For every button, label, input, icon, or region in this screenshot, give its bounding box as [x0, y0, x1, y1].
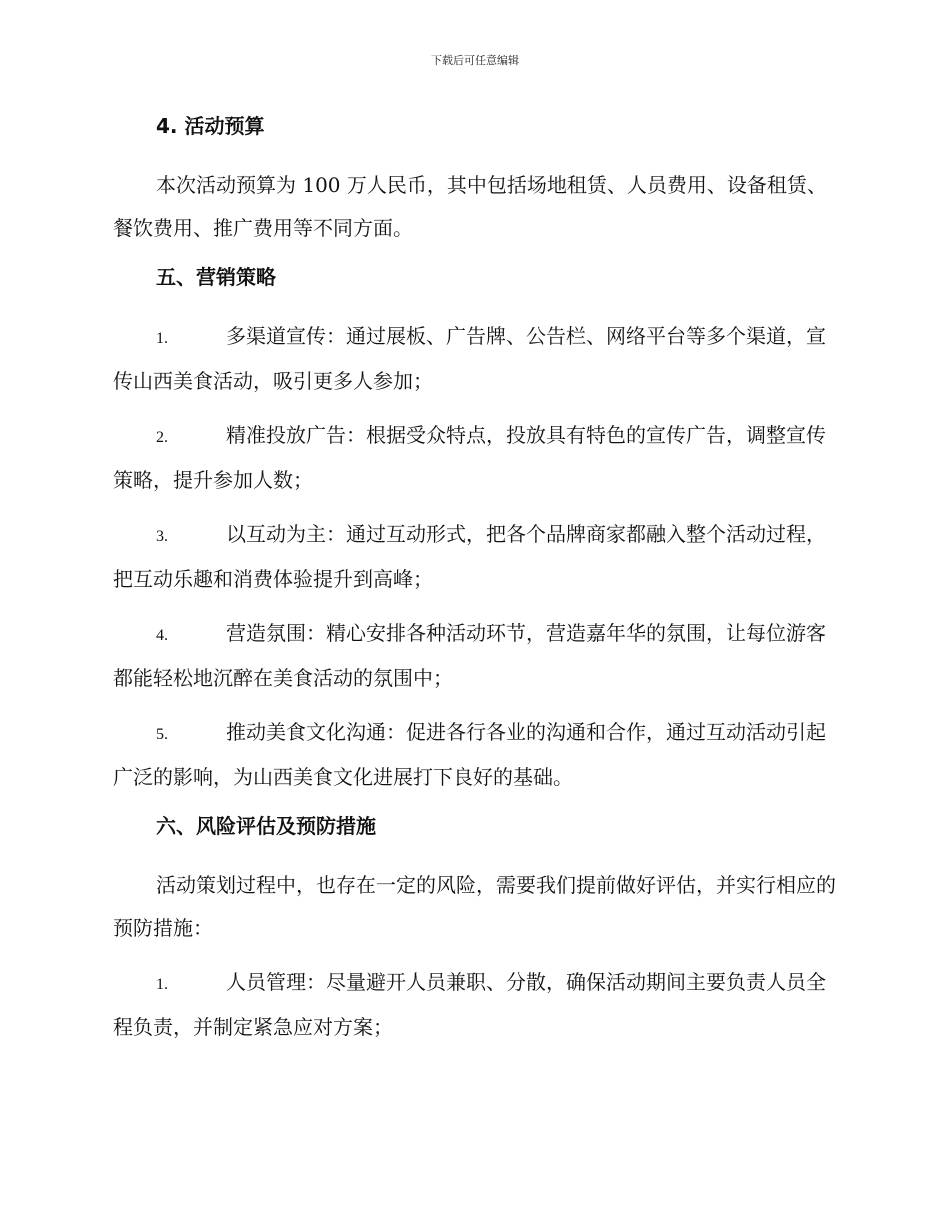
risk-paragraph: 活动策划过程中，也存在一定的风险，需要我们提前做好评估，并实行相应的预防措施： [113, 873, 836, 940]
budget-paragraph: 本次活动预算为 100 万人民币，其中包括场地租赁、人员费用、设备租赁、餐饮费用、推广费用等不同方面。 [113, 173, 827, 240]
list-item-text: 精准投放广告：根据受众特点，投放具有特色的宣传广告，调整宣传策略，提升参加人数； [113, 423, 826, 492]
list-item-text: 推动美食文化沟通：促进各行各业的沟通和合作，通过互动活动引起广泛的影响，为山西美食文化进展打下良好的基础。 [113, 720, 826, 789]
section-heading-marketing: 五、营销策略 [156, 265, 276, 289]
section-heading-budget: 4. 活动预算 [156, 114, 265, 138]
section-heading-risk: 六、风险评估及预防措施 [156, 814, 376, 838]
list-item [113, 315, 837, 403]
list-item-text: 以互动为主：通过互动形式，把各个品牌商家都融入整个活动过程，把互动乐趣和消费体验提升到高峰； [113, 522, 826, 591]
list-item [113, 513, 837, 601]
document-body [113, 110, 837, 1060]
list-item-number: 3. [156, 528, 168, 545]
list-item-number: 4. [156, 627, 168, 644]
list-item-number: 1. [156, 976, 168, 993]
list-item [113, 414, 837, 502]
list-item [113, 711, 837, 799]
list-item-text: 营造氛围：精心安排各种活动环节，营造嘉年华的氛围，让每位游客都能轻松地沉醉在美食活动的氛围中； [113, 621, 826, 690]
page-header: 下载后可任意编辑 [431, 54, 519, 67]
list-item [113, 612, 837, 700]
list-item-text: 多渠道宣传：通过展板、广告牌、公告栏、网络平台等多个渠道，宣传山西美食活动，吸引更多人参加； [113, 324, 826, 393]
list-item-text: 人员管理：尽量避开人员兼职、分散，确保活动期间主要负责人员全程负责，并制定紧急应对方案； [113, 970, 826, 1039]
list-item-number: 1. [156, 330, 168, 347]
list-item-number: 5. [156, 726, 168, 743]
list-item [113, 961, 837, 1049]
list-item-number: 2. [156, 429, 168, 446]
